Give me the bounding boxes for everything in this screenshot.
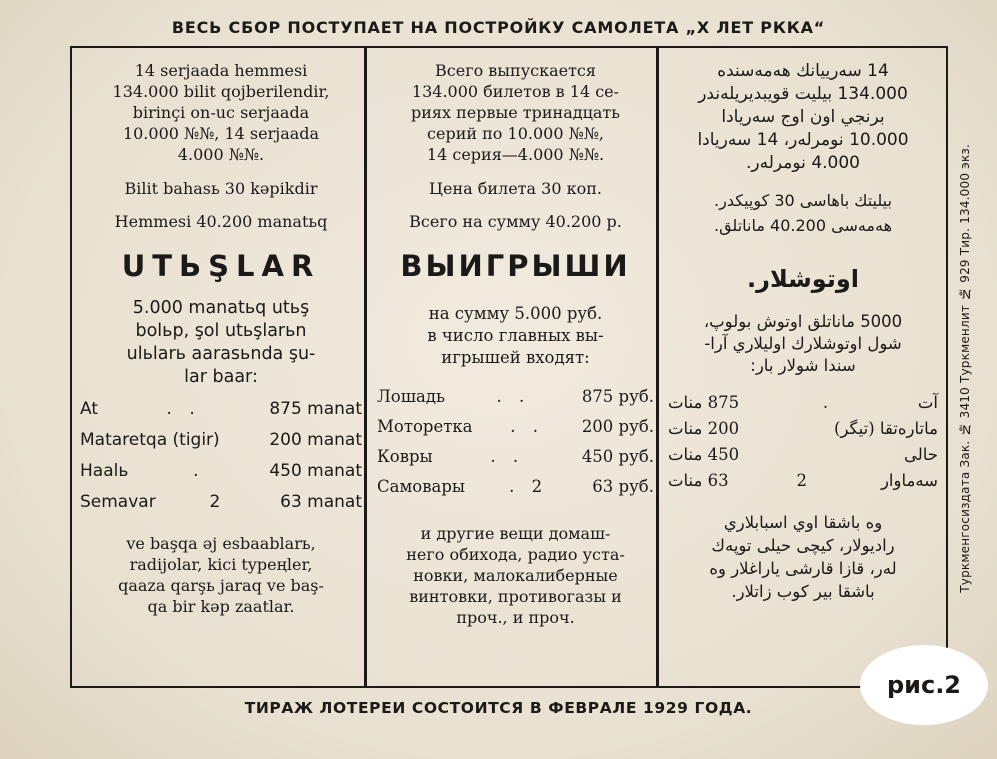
prize-name: Semavar: [80, 492, 156, 512]
prize-amount: 450 manat: [269, 461, 362, 481]
header-text: ВЕСЬ СБОР ПОСТУПАЕТ НА ПОСТРОЙКУ САМОЛЕТА „Х ЛЕТ РККА“: [171, 18, 826, 37]
turkmen-latin-column: [80, 60, 362, 617]
prize-name: Mataretqa (tigir): [80, 430, 220, 450]
winnings-text: [668, 311, 938, 377]
prize-count: 2: [209, 492, 227, 512]
figure-label-badge: рис.2: [860, 645, 988, 725]
prizes-heading: ВЫИГРЫШИ: [400, 249, 631, 283]
winnings-line: 5.000 manatьq utьş: [132, 298, 310, 318]
prize-amount: 63 منات: [668, 471, 729, 490]
intro-line: 10.000 نومرلەر، 14 سەريادا: [697, 130, 909, 150]
prize-count: . .: [166, 399, 201, 419]
winnings-text: [377, 303, 654, 369]
prize-amount: 63 руб.: [592, 477, 654, 496]
prize-amount: 875 руб.: [581, 387, 654, 406]
prize-amount: 200 منات: [668, 419, 740, 438]
printer-imprint-text: Туркменгосиздата Зак. № 3410 Туркменлит № 929 Тир. 134.000 экз.: [958, 143, 972, 593]
prizes-heading: اوتوشلار.: [747, 265, 859, 293]
total-line: Hemmesi 40.200 manatьq: [114, 212, 328, 231]
turkmen-arabic-column: [668, 60, 938, 603]
winnings-line: в число главных вы-: [427, 326, 604, 345]
prize-row: [377, 477, 654, 507]
prize-count: .: [193, 461, 205, 481]
prize-count: 2: [796, 471, 814, 490]
prize-count: . .: [510, 417, 545, 436]
intro-text: [668, 60, 938, 175]
winnings-text: [80, 297, 362, 389]
tail-line: ve başqa əj esbaablarь,: [126, 534, 316, 553]
intro-line: 134.000 bilit qojberilendir,: [112, 82, 330, 101]
intro-line: 4.000 نومرلەر.: [746, 153, 860, 173]
prize-row: [80, 430, 362, 461]
prize-list: [377, 387, 654, 507]
intro-text: [377, 60, 654, 165]
intro-line: 14 serjaada hemmesi: [134, 61, 308, 80]
tail-line: него обихода, радио уста-: [406, 545, 625, 564]
intro-line: 14 серия—4.000 №№.: [426, 145, 605, 164]
prize-count: . 2: [509, 477, 549, 496]
intro-line: 10.000 №№, 14 serjaada: [122, 124, 320, 143]
prize-name: At: [80, 399, 98, 419]
prize-list: [668, 393, 938, 497]
winnings-line: شول اوتوشلارك اوليلاري آرا-: [704, 334, 902, 353]
total-line: Всего на сумму 40.200 р.: [409, 212, 622, 231]
prizes-heading: UTЬŞLAR: [121, 249, 321, 283]
intro-text: [80, 60, 362, 165]
prize-amount: 875 منات: [668, 393, 740, 412]
tail-line: qa bir kəp zaatlar.: [147, 597, 295, 616]
winnings-line: ulьlarь aarasьnda şu-: [126, 344, 316, 364]
prize-row: [668, 393, 938, 419]
price-line: بيليتك باهاسى 30 كوپيكدر.: [714, 191, 892, 210]
prize-list: [80, 399, 362, 523]
winnings-line: سندا شولار بار:: [750, 356, 856, 375]
intro-line: 134.000 بيليت قويبديريلەندر: [698, 84, 908, 104]
winnings-line: lar baar:: [184, 367, 258, 387]
tail-text: [668, 511, 938, 603]
intro-line: 14 سەریيانك هەمەسندە: [717, 61, 889, 81]
prize-row: [377, 417, 654, 447]
intro-line: birinçi on-uc serjaada: [132, 103, 310, 122]
prize-name: Моторетка: [377, 417, 473, 436]
prize-name: آت: [917, 393, 938, 412]
prize-row: [80, 461, 362, 492]
tail-line: винтовки, противогазы и: [409, 587, 622, 606]
prize-name: Самовары: [377, 477, 466, 496]
prize-count: .: [822, 393, 835, 412]
prize-amount: 200 manat: [269, 430, 362, 450]
prize-row: [80, 399, 362, 430]
russian-column: [377, 60, 654, 628]
column-divider-2: [656, 46, 659, 688]
prize-name: سەماوار: [880, 471, 938, 490]
total-line: هەمەسى 40.200 ماناتلق.: [713, 216, 893, 235]
price-line: Цена билета 30 коп.: [429, 179, 602, 198]
winnings-line: игрышей входят:: [441, 348, 590, 367]
prize-amount: 450 руб.: [581, 447, 654, 466]
prize-row: [377, 387, 654, 417]
prize-amount: 200 руб.: [581, 417, 654, 436]
intro-line: 134.000 билетов в 14 се-: [411, 82, 620, 101]
intro-line: Всего выпускается: [435, 61, 596, 80]
prize-name: Лошадь: [377, 387, 446, 406]
prize-row: [668, 419, 938, 445]
printer-imprint: [940, 73, 990, 663]
tail-line: проч., и проч.: [456, 608, 575, 627]
winnings-line: на сумму 5.000 руб.: [428, 304, 603, 323]
prize-count: . .: [490, 447, 525, 466]
prize-count: . .: [496, 387, 531, 406]
prize-row: [668, 471, 938, 497]
tail-line: باشقا بير كوب زاتلار.: [731, 582, 875, 601]
tail-line: radijolar, kici tyрeңler,: [129, 555, 313, 574]
prize-amount: 875 manat: [269, 399, 362, 419]
tail-line: qaaza qarşь jaraq ve baş-: [118, 576, 324, 595]
column-divider-1: [364, 46, 367, 688]
prize-row: [377, 447, 654, 477]
footer-text: ТИРАЖ ЛОТЕРЕИ СОСТОИТСЯ В ФЕВРАЛЕ 1929 ГОДА.: [244, 699, 753, 717]
tail-text: [377, 523, 654, 628]
winnings-line: bolьp, şol utьşlarьn: [135, 321, 307, 341]
prize-name: حالى: [903, 445, 938, 464]
prize-amount: 450 منات: [668, 445, 740, 464]
tail-line: لەر، قازا قارشى ياراغلار وە: [709, 559, 897, 578]
prize-row: [668, 445, 938, 471]
prize-name: Ковры: [377, 447, 433, 466]
intro-line: 4.000 №№.: [177, 145, 265, 164]
prize-name: Haalь: [80, 461, 129, 481]
tail-line: راديولار، كيچى حيلى توپەك: [711, 536, 895, 555]
tail-line: и другие вещи домаш-: [420, 524, 611, 543]
intro-line: серий по 10.000 №№,: [427, 124, 604, 143]
prize-row: [80, 492, 362, 523]
tail-line: وە باشقا اوي اسبابلاري: [723, 513, 883, 532]
price-line: Bilit bahasь 30 kəpikdir: [124, 179, 318, 198]
intro-line: برنجي اون اوج سەريادا: [721, 107, 885, 127]
prize-amount: 63 manat: [280, 492, 362, 512]
winnings-line: 5000 ماناتلق اوتوش بولوپ،: [703, 312, 903, 331]
prize-name: ماتارەتقا (تيگر): [834, 419, 938, 438]
tail-text: [80, 533, 362, 617]
tail-line: новки, малокалиберные: [413, 566, 618, 585]
intro-line: риях первые тринадцать: [411, 103, 620, 122]
